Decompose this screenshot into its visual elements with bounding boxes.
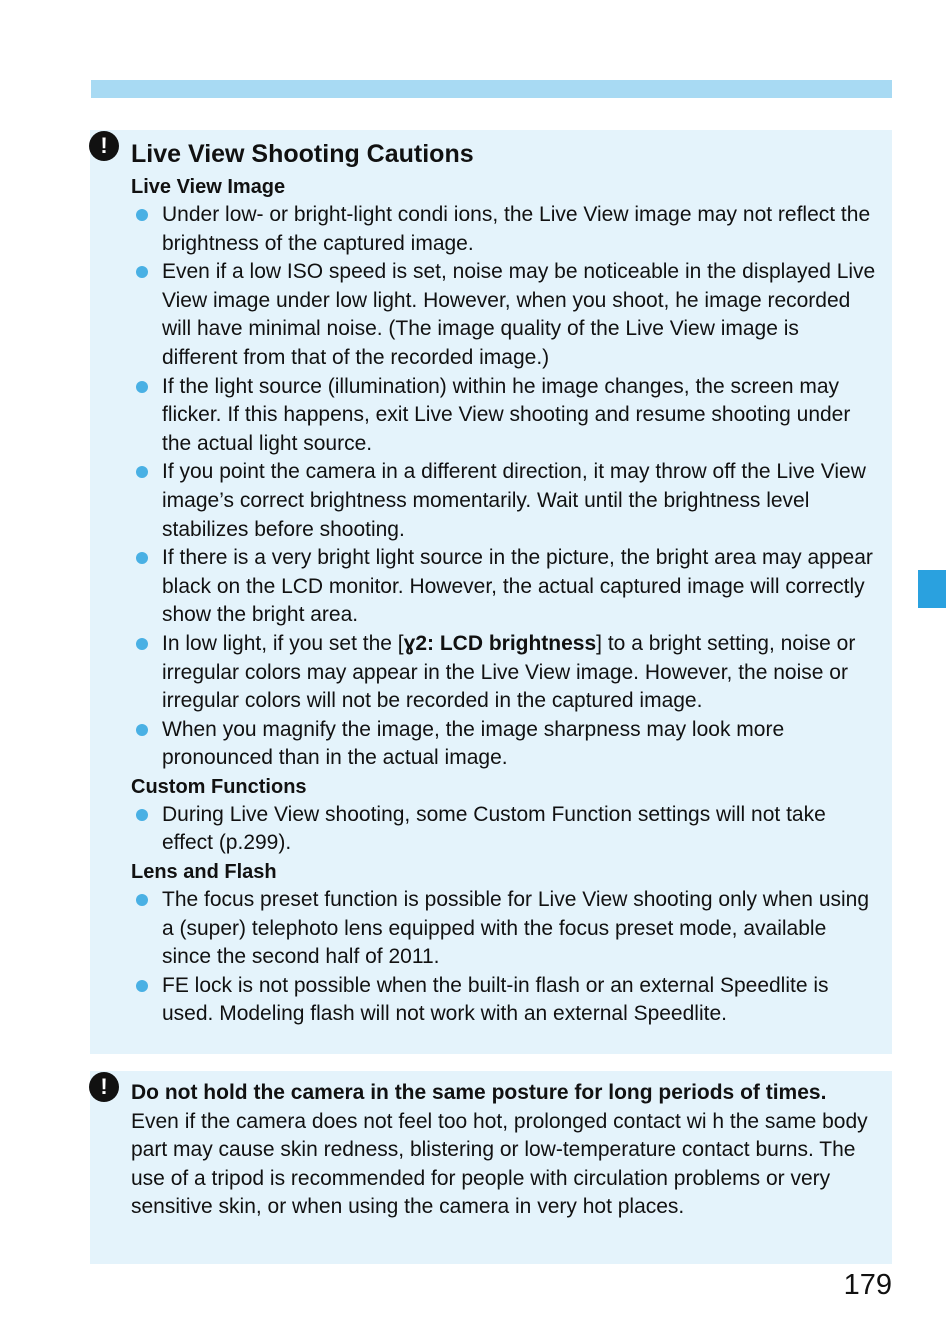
- bullet-list: [131, 801, 876, 858]
- caution-icon: !: [89, 131, 119, 161]
- chapter-tab-marker: [918, 570, 946, 608]
- list-item: Even if a low ISO speed is set, noise may be noticeable in the displayed Live View image under low light. However, when you shoot, he image recorded will have minimal noise. (The image quality of the Live View image is different from that of the recorded image.): [131, 258, 876, 372]
- subheading-live-view-image: Live View Image: [131, 176, 286, 198]
- bullet-icon: [136, 381, 148, 393]
- list-item: If the light source (illumination) within he image changes, the screen may flicker. If this happens, exit Live View shooting and resume shooting under the actual light source.: [131, 373, 876, 459]
- list-item: In low light, if you set the [ɣ2: LCD brightness] to a bright setting, noise or irregular colors may appear in the Live View image. However, the noise or irregular colors will not be recorded in the captured image.: [131, 630, 876, 716]
- bullet-icon: [136, 809, 148, 821]
- list-item: When you magnify the image, the image sharpness may look more pronounced than in the actual image.: [131, 716, 876, 773]
- bullet-icon: [136, 980, 148, 992]
- subheading-custom-functions: Custom Functions: [131, 775, 307, 798]
- setup-menu-icon: ɣ: [403, 631, 416, 655]
- menu-setting-name: 2: LCD brightness: [415, 631, 597, 655]
- page-number: 179: [843, 1269, 892, 1301]
- bullet-icon: [136, 724, 148, 736]
- bullet-list: [131, 201, 876, 773]
- warning-title: Do not hold the camera in the same posture for long periods of times.: [131, 1081, 827, 1104]
- list-item: If you point the camera in a different direction, it may throw off the Live View image’s correct brightness momentarily. Wait until the brightness level stabilizes before shooting.: [131, 458, 876, 544]
- list-item: The focus preset function is possible for Live View shooting only when using a (super) telephoto lens equipped with the focus preset mode, available since the second half of 2011.: [131, 886, 876, 972]
- cautions-content: [131, 138, 876, 1029]
- caution-icon: !: [89, 1072, 119, 1102]
- warning-body: Even if the camera does not feel too hot, prolonged contact wi h the same body part may cause skin redness, blistering or low-temperature contact burns. The use of a tripod is recommended for people with circulation problems or very sensitive skin, or when using the camera in very hot places.: [131, 1109, 868, 1219]
- header-color-bar: [91, 80, 892, 98]
- bullet-icon: [136, 266, 148, 278]
- subheading-lens-and-flash: Lens and Flash: [131, 861, 277, 884]
- bullet-icon: [136, 894, 148, 906]
- bullet-icon: [136, 638, 148, 650]
- bullet-list: [131, 886, 876, 1029]
- section-title: Live View Shooting Cautions: [131, 140, 474, 168]
- bullet-icon: [136, 466, 148, 478]
- list-item: If there is a very bright light source in the picture, the bright area may appear black on the LCD monitor. However, the actual captured image will correctly show the bright area.: [131, 544, 876, 630]
- list-item: FE lock is not possible when the built-in flash or an external Speedlite is used. Modeling flash will not work with an external Speedlite.: [131, 972, 876, 1029]
- list-item: Under low- or bright-light condi ions, the Live View image may not reflect the brightness of the captured image.: [131, 201, 876, 258]
- bullet-icon: [136, 209, 148, 221]
- list-item: During Live View shooting, some Custom Function settings will not take effect (p.299).: [131, 801, 876, 858]
- bullet-icon: [136, 552, 148, 564]
- warning-content: [131, 1079, 876, 1222]
